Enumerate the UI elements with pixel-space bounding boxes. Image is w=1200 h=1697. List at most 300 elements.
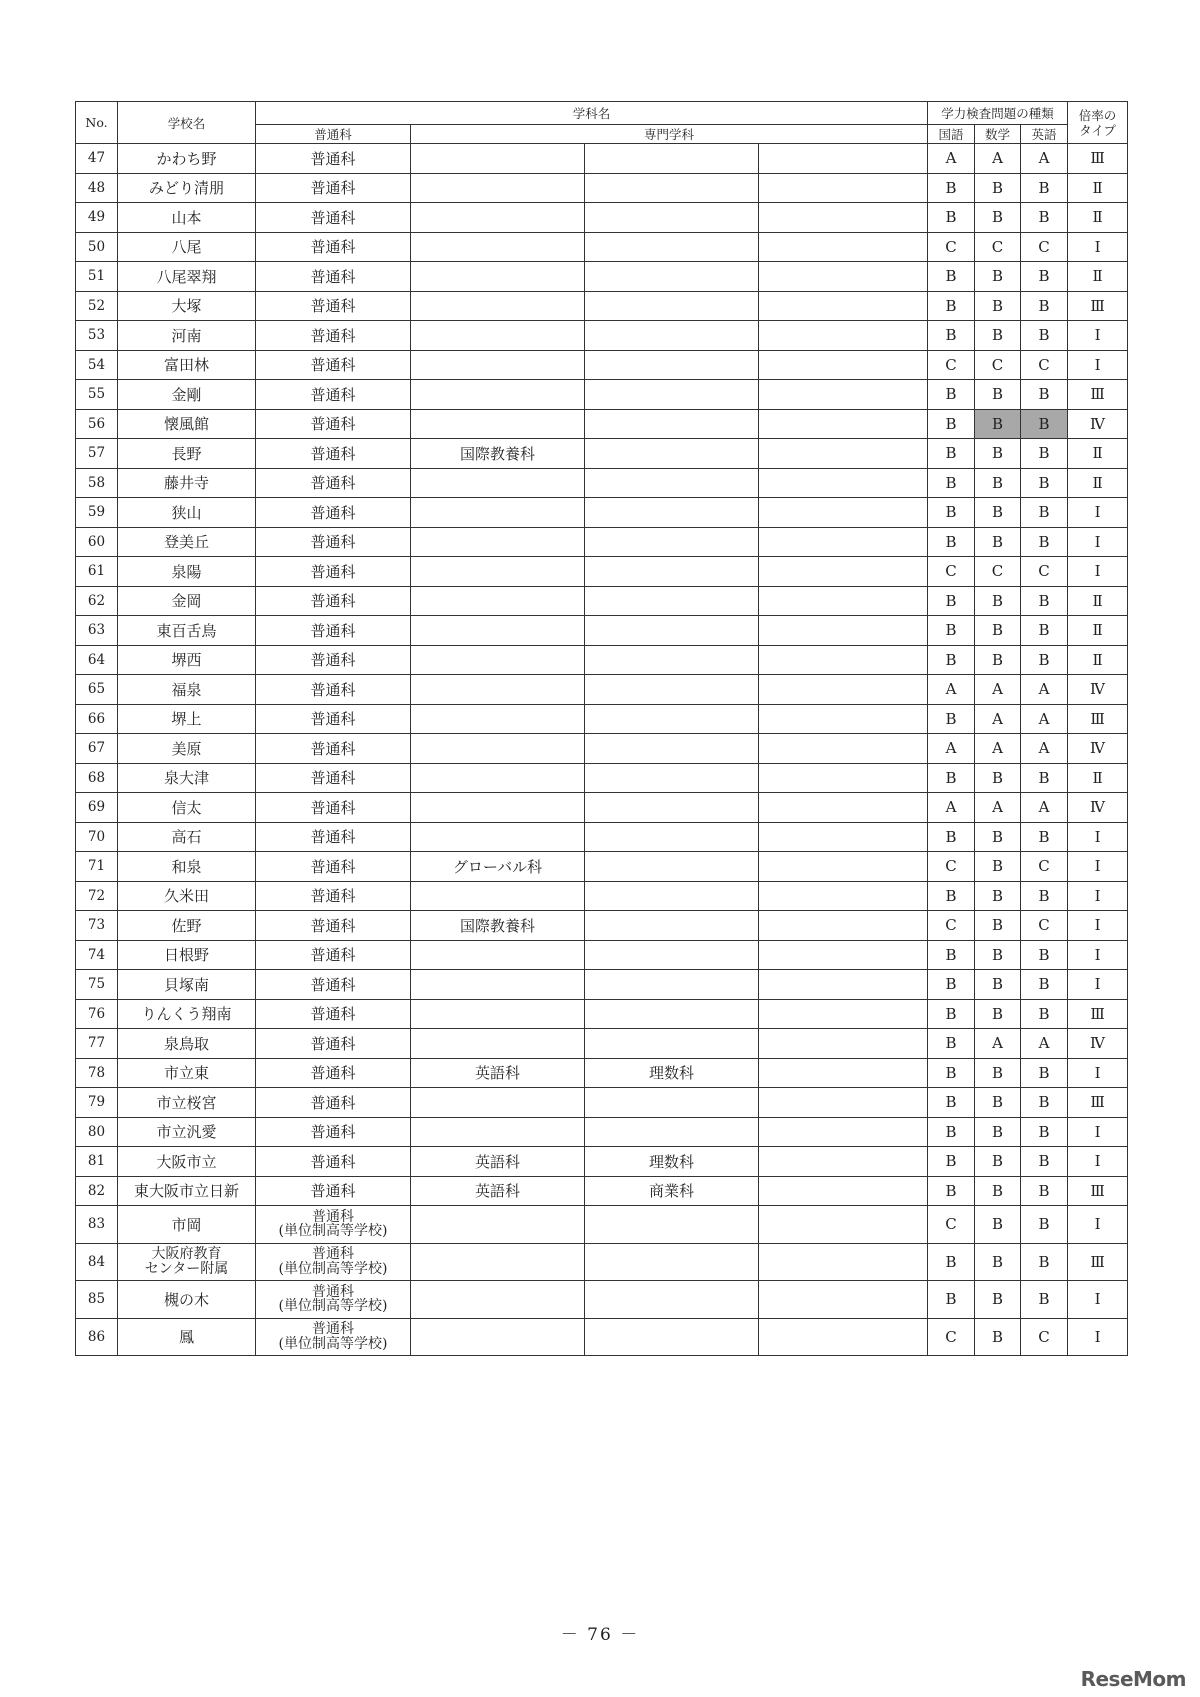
school-name: みどり清朋	[148, 179, 224, 198]
cell-specialized-2	[585, 498, 759, 528]
cell-general	[256, 1206, 411, 1244]
general-course: 普通科	[310, 769, 356, 788]
cell-specialized-2	[585, 350, 759, 380]
general-course: 普通科	[310, 533, 356, 552]
cell-english: B	[1021, 881, 1068, 911]
cell-japanese: B	[928, 645, 975, 675]
general-course: 普通科	[310, 208, 356, 227]
cell-specialized-2	[585, 734, 759, 764]
header-exam-group: 学力検査問題の種類	[928, 102, 1068, 125]
cell-specialized-1	[411, 321, 585, 351]
school-name: 狭山	[171, 503, 202, 522]
general-course: 普通科	[310, 1005, 356, 1024]
cell-general	[256, 1147, 411, 1177]
cell-english: A	[1021, 675, 1068, 705]
cell-school	[118, 1029, 256, 1059]
school-name: 信太	[171, 798, 202, 817]
cell-specialized-1	[411, 645, 585, 675]
cell-specialized-1	[411, 1029, 585, 1059]
cell-specialized-1	[411, 498, 585, 528]
cell-japanese: B	[928, 1029, 975, 1059]
general-course: 普通科	[310, 916, 356, 935]
cell-specialized-3	[759, 586, 928, 616]
cell-math: B	[975, 1117, 1021, 1147]
cell-no: 48	[76, 173, 118, 203]
cell-no: 70	[76, 822, 118, 852]
cell-specialized-2	[585, 321, 759, 351]
cell-school	[118, 704, 256, 734]
cell-specialized-2	[585, 1117, 759, 1147]
table-row	[76, 940, 1128, 970]
general-course: 普通科	[310, 267, 356, 286]
header-japanese: 国語	[928, 125, 975, 144]
cell-specialized-1	[411, 970, 585, 1000]
cell-japanese: C	[928, 852, 975, 882]
cell-english: B	[1021, 616, 1068, 646]
cell-english: B	[1021, 203, 1068, 233]
cell-no: 62	[76, 586, 118, 616]
cell-specialized-2	[585, 999, 759, 1029]
general-course: 普通科	[310, 503, 356, 522]
header-ratio-line2: タイプ	[1079, 122, 1116, 138]
cell-math: B	[975, 1206, 1021, 1244]
cell-math: B	[975, 498, 1021, 528]
cell-specialized-2	[585, 645, 759, 675]
cell-english: B	[1021, 586, 1068, 616]
cell-general	[256, 173, 411, 203]
cell-japanese: B	[928, 262, 975, 292]
cell-specialized-3	[759, 203, 928, 233]
cell-specialized-3	[759, 1176, 928, 1206]
header-school: 学校名	[118, 102, 256, 144]
cell-english: C	[1021, 232, 1068, 262]
table-row	[76, 350, 1128, 380]
table-row	[76, 1088, 1128, 1118]
cell-specialized-3	[759, 1029, 928, 1059]
table-row	[76, 1281, 1128, 1319]
cell-general	[256, 616, 411, 646]
cell-english: B	[1021, 1147, 1068, 1177]
cell-ratio-type: Ⅱ	[1068, 616, 1128, 646]
cell-no: 67	[76, 734, 118, 764]
table-row	[76, 822, 1128, 852]
table-row	[76, 763, 1128, 793]
cell-english: C	[1021, 350, 1068, 380]
table-row	[76, 911, 1128, 941]
cell-specialized-1	[411, 1243, 585, 1281]
cell-math: B	[975, 911, 1021, 941]
cell-specialized-2	[585, 1281, 759, 1319]
general-course: 普通科	[310, 1123, 356, 1142]
school-name: 懐風館	[163, 415, 209, 434]
cell-general	[256, 822, 411, 852]
general-course: 普通科	[310, 1093, 356, 1112]
general-course: 普通科	[312, 1321, 354, 1338]
cell-school	[118, 232, 256, 262]
cell-school	[118, 468, 256, 498]
cell-japanese: B	[928, 409, 975, 439]
cell-no: 61	[76, 557, 118, 587]
general-course: 普通科	[310, 739, 356, 758]
cell-english: B	[1021, 380, 1068, 410]
general-course: 普通科	[310, 1152, 356, 1171]
cell-specialized-1	[411, 557, 585, 587]
cell-japanese: C	[928, 350, 975, 380]
cell-specialized-2: 商業科	[585, 1176, 759, 1206]
cell-no: 71	[76, 852, 118, 882]
general-course: 普通科	[310, 1182, 356, 1201]
cell-no: 75	[76, 970, 118, 1000]
exam-type-table	[75, 101, 1128, 1356]
cell-no: 76	[76, 999, 118, 1029]
cell-japanese: B	[928, 527, 975, 557]
cell-specialized-1	[411, 1318, 585, 1356]
school-name: 登美丘	[163, 533, 209, 552]
cell-specialized-3	[759, 645, 928, 675]
general-course: 普通科	[310, 1034, 356, 1053]
school-name: 泉陽	[171, 562, 202, 581]
cell-english: B	[1021, 498, 1068, 528]
cell-specialized-2: 理数科	[585, 1058, 759, 1088]
cell-english: A	[1021, 144, 1068, 174]
cell-general	[256, 380, 411, 410]
general-course: 普通科	[310, 179, 356, 198]
table-row	[76, 675, 1128, 705]
school-name: 高石	[171, 828, 202, 847]
cell-specialized-2	[585, 527, 759, 557]
general-course-note: (単位制高等学校)	[278, 1335, 388, 1352]
school-name: 久米田	[163, 887, 209, 906]
cell-no: 80	[76, 1117, 118, 1147]
cell-specialized-1	[411, 734, 585, 764]
cell-specialized-3	[759, 675, 928, 705]
cell-specialized-3	[759, 144, 928, 174]
cell-general	[256, 940, 411, 970]
cell-specialized-1	[411, 232, 585, 262]
table-row	[76, 1058, 1128, 1088]
cell-general	[256, 1281, 411, 1319]
cell-specialized-3	[759, 1058, 928, 1088]
cell-school	[118, 380, 256, 410]
cell-specialized-2	[585, 1029, 759, 1059]
cell-japanese: C	[928, 911, 975, 941]
cell-japanese: B	[928, 763, 975, 793]
cell-ratio-type: Ⅰ	[1068, 970, 1128, 1000]
table-row	[76, 291, 1128, 321]
cell-specialized-1	[411, 1206, 585, 1244]
cell-school	[118, 763, 256, 793]
cell-japanese: B	[928, 1088, 975, 1118]
cell-no: 50	[76, 232, 118, 262]
general-course: 普通科	[310, 326, 356, 345]
school-name: 泉鳥取	[163, 1034, 209, 1053]
table-row	[76, 852, 1128, 882]
cell-specialized-3	[759, 793, 928, 823]
general-course: 普通科	[310, 415, 356, 434]
cell-general	[256, 999, 411, 1029]
cell-specialized-1: 英語科	[411, 1176, 585, 1206]
cell-ratio-type: Ⅰ	[1068, 1318, 1128, 1356]
cell-math: A	[975, 793, 1021, 823]
cell-specialized-2	[585, 1088, 759, 1118]
cell-japanese: A	[928, 734, 975, 764]
cell-school	[118, 1088, 256, 1118]
cell-general	[256, 291, 411, 321]
cell-no: 47	[76, 144, 118, 174]
cell-general	[256, 557, 411, 587]
cell-specialized-2	[585, 675, 759, 705]
cell-math: B	[975, 173, 1021, 203]
cell-general	[256, 793, 411, 823]
cell-specialized-3	[759, 1088, 928, 1118]
cell-english: B	[1021, 763, 1068, 793]
cell-specialized-1	[411, 586, 585, 616]
table-row	[76, 999, 1128, 1029]
cell-general	[256, 734, 411, 764]
cell-math: B	[975, 1281, 1021, 1319]
cell-specialized-3	[759, 262, 928, 292]
table-row	[76, 1176, 1128, 1206]
school-name: 堺上	[171, 710, 202, 729]
cell-school	[118, 1206, 256, 1244]
cell-ratio-type: Ⅲ	[1068, 704, 1128, 734]
cell-specialized-3	[759, 321, 928, 351]
cell-english: C	[1021, 911, 1068, 941]
cell-specialized-3	[759, 557, 928, 587]
cell-specialized-1	[411, 616, 585, 646]
table-row	[76, 970, 1128, 1000]
cell-math: B	[975, 1176, 1021, 1206]
cell-ratio-type: Ⅰ	[1068, 1117, 1128, 1147]
school-name: 槻の木	[163, 1290, 209, 1309]
cell-math: C	[975, 350, 1021, 380]
cell-no: 85	[76, 1281, 118, 1319]
cell-school	[118, 645, 256, 675]
cell-specialized-2	[585, 291, 759, 321]
cell-specialized-2	[585, 1318, 759, 1356]
cell-specialized-3	[759, 1318, 928, 1356]
cell-specialized-1	[411, 763, 585, 793]
cell-english: B	[1021, 321, 1068, 351]
school-name-line2: センター附属	[144, 1260, 229, 1277]
cell-no: 55	[76, 380, 118, 410]
table-row	[76, 1029, 1128, 1059]
cell-ratio-type: Ⅰ	[1068, 940, 1128, 970]
cell-math: B	[975, 586, 1021, 616]
cell-general	[256, 232, 411, 262]
cell-school	[118, 1243, 256, 1281]
cell-specialized-1	[411, 468, 585, 498]
cell-no: 60	[76, 527, 118, 557]
cell-math: B	[975, 970, 1021, 1000]
cell-specialized-2	[585, 1206, 759, 1244]
cell-ratio-type: Ⅰ	[1068, 1281, 1128, 1319]
cell-school	[118, 734, 256, 764]
cell-no: 63	[76, 616, 118, 646]
table-row	[76, 173, 1128, 203]
cell-english: B	[1021, 409, 1068, 439]
cell-specialized-2	[585, 763, 759, 793]
cell-school	[118, 675, 256, 705]
cell-general	[256, 1029, 411, 1059]
cell-english: C	[1021, 557, 1068, 587]
cell-school	[118, 1117, 256, 1147]
cell-specialized-1	[411, 940, 585, 970]
school-name: 藤井寺	[163, 474, 209, 493]
cell-math: B	[975, 321, 1021, 351]
cell-specialized-1	[411, 1281, 585, 1319]
cell-math: A	[975, 734, 1021, 764]
school-name: 八尾	[171, 238, 202, 257]
general-course: 普通科	[310, 238, 356, 257]
cell-general	[256, 911, 411, 941]
cell-math: A	[975, 675, 1021, 705]
table-row	[76, 1318, 1128, 1356]
cell-specialized-1	[411, 173, 585, 203]
cell-specialized-3	[759, 1147, 928, 1177]
cell-specialized-3	[759, 1281, 928, 1319]
school-name: 市立東	[163, 1064, 209, 1083]
cell-school	[118, 527, 256, 557]
cell-school	[118, 911, 256, 941]
cell-no: 51	[76, 262, 118, 292]
table-row	[76, 203, 1128, 233]
cell-ratio-type: Ⅱ	[1068, 586, 1128, 616]
cell-school	[118, 881, 256, 911]
cell-ratio-type: Ⅰ	[1068, 557, 1128, 587]
cell-english: B	[1021, 1206, 1068, 1244]
table-row	[76, 380, 1128, 410]
cell-school	[118, 439, 256, 469]
cell-school	[118, 940, 256, 970]
cell-specialized-1	[411, 262, 585, 292]
cell-no: 57	[76, 439, 118, 469]
cell-ratio-type: Ⅰ	[1068, 232, 1128, 262]
cell-math: B	[975, 616, 1021, 646]
cell-general	[256, 704, 411, 734]
cell-ratio-type: Ⅱ	[1068, 763, 1128, 793]
table-row	[76, 1117, 1128, 1147]
cell-ratio-type: Ⅳ	[1068, 1029, 1128, 1059]
cell-ratio-type: Ⅲ	[1068, 1243, 1128, 1281]
cell-math: B	[975, 291, 1021, 321]
cell-no: 72	[76, 881, 118, 911]
school-name: 泉大津	[163, 769, 209, 788]
cell-school	[118, 1058, 256, 1088]
cell-english: B	[1021, 291, 1068, 321]
cell-english: B	[1021, 1117, 1068, 1147]
cell-no: 73	[76, 911, 118, 941]
cell-ratio-type: Ⅲ	[1068, 999, 1128, 1029]
cell-math: B	[975, 645, 1021, 675]
cell-general	[256, 1176, 411, 1206]
cell-ratio-type: Ⅰ	[1068, 1206, 1128, 1244]
cell-math: B	[975, 203, 1021, 233]
cell-math: B	[975, 262, 1021, 292]
cell-english: B	[1021, 822, 1068, 852]
cell-no: 83	[76, 1206, 118, 1244]
cell-ratio-type: Ⅲ	[1068, 144, 1128, 174]
cell-school	[118, 203, 256, 233]
cell-general	[256, 970, 411, 1000]
cell-specialized-2	[585, 940, 759, 970]
general-course: 普通科	[310, 1064, 356, 1083]
cell-japanese: B	[928, 498, 975, 528]
cell-japanese: B	[928, 822, 975, 852]
cell-specialized-3	[759, 173, 928, 203]
school-name: 和泉	[171, 857, 202, 876]
cell-english: B	[1021, 439, 1068, 469]
school-name: 山本	[171, 208, 202, 227]
cell-english: B	[1021, 940, 1068, 970]
cell-specialized-2	[585, 439, 759, 469]
school-name: りんくう翔南	[141, 1005, 232, 1024]
cell-school	[118, 321, 256, 351]
cell-no: 78	[76, 1058, 118, 1088]
cell-english: A	[1021, 734, 1068, 764]
cell-school	[118, 144, 256, 174]
cell-ratio-type: Ⅲ	[1068, 291, 1128, 321]
cell-general	[256, 645, 411, 675]
cell-general	[256, 144, 411, 174]
cell-specialized-3	[759, 350, 928, 380]
cell-specialized-1	[411, 291, 585, 321]
school-name: 市岡	[171, 1215, 202, 1234]
table-row	[76, 645, 1128, 675]
cell-specialized-1	[411, 675, 585, 705]
table-row	[76, 586, 1128, 616]
cell-school	[118, 852, 256, 882]
cell-specialized-1: 国際教養科	[411, 439, 585, 469]
school-name: 東大阪市立日新	[133, 1182, 239, 1201]
cell-school	[118, 262, 256, 292]
cell-no: 58	[76, 468, 118, 498]
cell-japanese: B	[928, 881, 975, 911]
cell-school	[118, 350, 256, 380]
school-name: 日根野	[163, 946, 209, 965]
cell-specialized-3	[759, 999, 928, 1029]
cell-specialized-2	[585, 144, 759, 174]
cell-ratio-type: Ⅰ	[1068, 852, 1128, 882]
cell-math: A	[975, 704, 1021, 734]
cell-ratio-type: Ⅰ	[1068, 321, 1128, 351]
general-course: 普通科	[310, 975, 356, 994]
cell-specialized-3	[759, 498, 928, 528]
cell-general	[256, 586, 411, 616]
cell-specialized-3	[759, 911, 928, 941]
cell-specialized-2	[585, 409, 759, 439]
cell-math: B	[975, 1088, 1021, 1118]
header-ratio-line1: 倍率の	[1078, 107, 1117, 123]
cell-ratio-type: Ⅰ	[1068, 881, 1128, 911]
cell-ratio-type: Ⅰ	[1068, 911, 1128, 941]
cell-math: B	[975, 1243, 1021, 1281]
cell-japanese: B	[928, 586, 975, 616]
cell-specialized-3	[759, 616, 928, 646]
cell-no: 82	[76, 1176, 118, 1206]
header-no: No.	[76, 102, 118, 144]
general-course: 普通科	[310, 857, 356, 876]
cell-school	[118, 793, 256, 823]
cell-school	[118, 173, 256, 203]
school-name: 堺西	[171, 651, 202, 670]
cell-specialized-3	[759, 409, 928, 439]
header-english: 英語	[1021, 125, 1068, 144]
cell-english: A	[1021, 1029, 1068, 1059]
cell-japanese: C	[928, 557, 975, 587]
cell-japanese: B	[928, 999, 975, 1029]
table-row	[76, 439, 1128, 469]
